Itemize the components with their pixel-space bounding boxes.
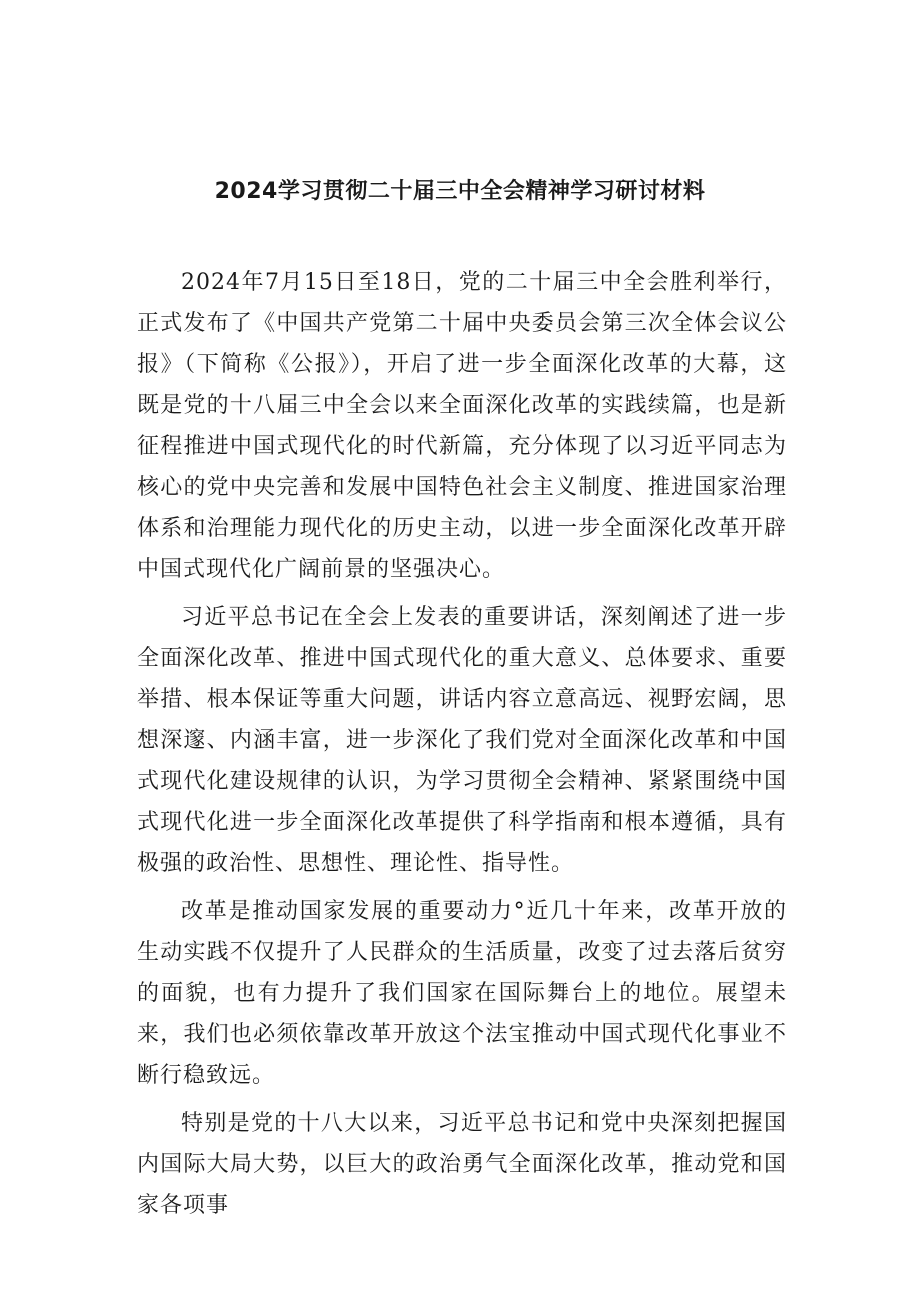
paragraph-2: 习近平总书记在全会上发表的重要讲话，深刻阐述了进一步全面深化改革、推进中国式现代化的重大意义、总体要求、重要举措、根本保证等重大问题，讲话内容立意高远、视野宏阔，思想深邃、内涵丰富，进一步深化了我们党对全面深化改革和中国式现代化建设规律的认识，为学习贯彻全会精神、紧紧围绕中国式现代化进一步全面深化改革提供了科学指南和根本遵循，具有极强的政治性、思想性、理论性、指导性。: [137, 605, 787, 876]
document-body: [137, 262, 787, 1233]
paragraph-1: 2024年7月15日至18日，党的二十届三中全会胜利举行，正式发布了《中国共产党第二十届中央委员会第三次全体会议公报》（下简称《公报》），开启了进一步全面深化改革的大幕，这既是党的十八届三中全会以来全面深化改革的实践续篇，也是新征程推进中国式现代化的时代新篇，充分体现了以习近平同志为核心的党中央完善和发展中国特色社会主义制度、推进国家治理体系和治理能力现代化的历史主动，以进一步全面深化改革开辟中国式现代化广阔前景的坚强决心。: [137, 270, 787, 582]
document-title: 2024学习贯彻二十届三中全会精神学习研讨材料: [214, 179, 706, 204]
paragraph-4: 特别是党的十八大以来，习近平总书记和党中央深刻把握国内国际大局大势，以巨大的政治勇气全面深化改革，推动党和国家各项事: [137, 1111, 787, 1218]
paragraph-3: 改革是推动国家发展的重要动力°近几十年来，改革开放的生动实践不仅提升了人民群众的生活质量，改变了过去落后贫穷的面貌，也有力提升了我们国家在国际舞台上的地位。展望未来，我们也必须依靠改革开放这个法宝推动中国式现代化事业不断行稳致远。: [137, 899, 787, 1088]
